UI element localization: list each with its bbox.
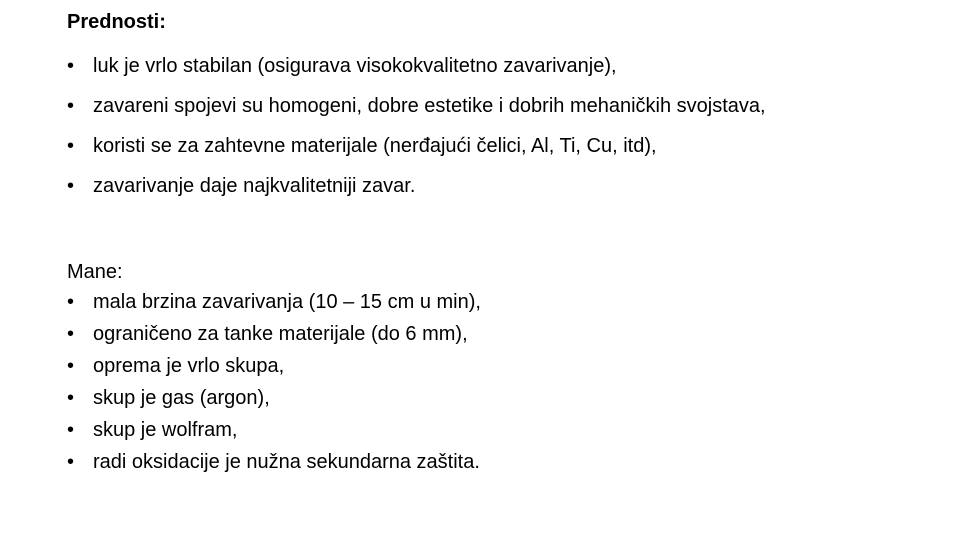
disadvantages-list <box>67 290 927 482</box>
advantage-item <box>67 134 927 158</box>
bullet: • <box>67 291 75 313</box>
advantage-item <box>67 54 927 78</box>
bullet: • <box>67 419 75 441</box>
disadvantage-item <box>67 450 927 474</box>
disadvantage-item <box>67 386 927 410</box>
advantage-text: zavarivanje daje najkvalitetniji zavar. <box>93 175 416 197</box>
bullet: • <box>67 387 75 409</box>
disadvantage-item <box>67 290 927 314</box>
disadvantage-item <box>67 354 927 378</box>
bullet: • <box>67 55 75 77</box>
disadvantage-text: skup je gas (argon), <box>93 387 270 409</box>
disadvantage-item <box>67 322 927 346</box>
disadvantage-text: oprema je vrlo skupa, <box>93 355 285 377</box>
disadvantage-text: ograničeno za tanke materijale (do 6 mm), <box>93 323 468 345</box>
bullet: • <box>67 135 75 157</box>
bullet: • <box>67 451 75 473</box>
disadvantage-text: mala brzina zavarivanja (10 – 15 cm u min), <box>93 291 481 313</box>
advantage-text: zavareni spojevi su homogeni, dobre estetike i dobrih mehaničkih svojstava, <box>93 95 766 117</box>
advantages-list <box>67 54 927 214</box>
disadvantage-item <box>67 418 927 442</box>
bullet: • <box>67 355 75 377</box>
bullet: • <box>67 323 75 345</box>
advantage-text: koristi se za zahtevne materijale (nerđajući čelici, Al, Ti, Cu, itd), <box>93 135 657 157</box>
disadvantage-text: radi oksidacije je nužna sekundarna zaštita. <box>93 451 480 473</box>
advantage-item <box>67 174 927 198</box>
advantage-text: luk je vrlo stabilan (osigurava visokokvalitetno zavarivanje), <box>93 55 617 77</box>
advantage-item <box>67 94 813 118</box>
disadvantage-text: skup je wolfram, <box>93 419 238 441</box>
disadvantages-heading: Mane: <box>67 261 123 283</box>
bullet: • <box>67 175 75 197</box>
bullet: • <box>67 95 75 117</box>
advantages-heading: Prednosti: <box>67 11 166 33</box>
